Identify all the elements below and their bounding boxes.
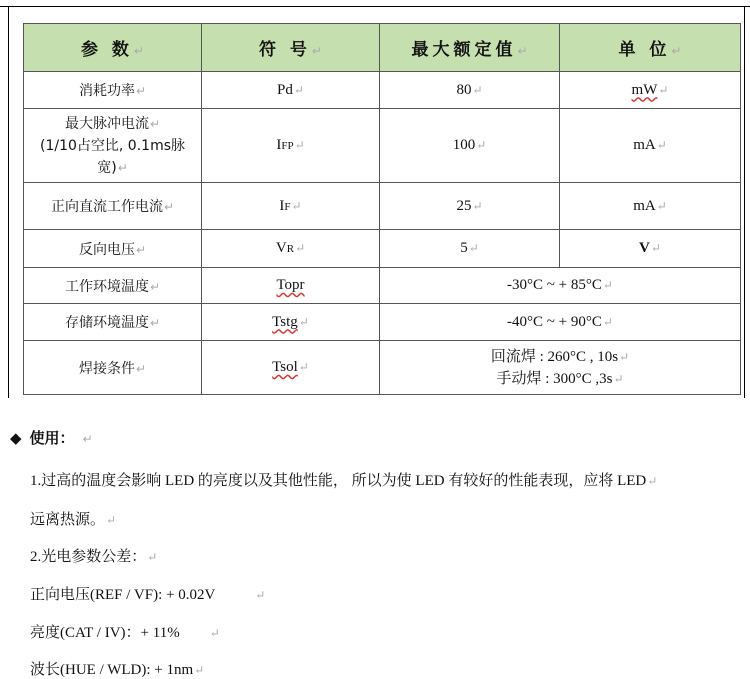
max-ratings-table: [23, 23, 741, 395]
value-cell: 5↵: [380, 230, 560, 268]
symbol-cell: Tsol↵: [202, 341, 380, 395]
usage-title: ◆ 使用： ↵: [10, 429, 93, 447]
symbol-cell: Tstg↵: [202, 304, 380, 341]
param-cell: 最大脉冲电流↵ (1/10占空比, 0.1ms脉 宽)↵: [24, 109, 202, 183]
usage-line-1: 1.过高的温度会影响 LED 的亮度以及其他性能， 所以为使 LED 有较好的性能表现，应将 LED↵: [30, 473, 658, 489]
unit-cell: mA↵: [560, 183, 741, 230]
frame-left-border: [8, 6, 9, 398]
param-cell: 消耗功率↵: [24, 72, 202, 109]
unit-cell: mA↵: [560, 109, 741, 183]
usage-line-3: 2.光电参数公差：↵: [30, 549, 158, 565]
table-header-row: [24, 24, 741, 72]
unit-cell: mW↵: [560, 72, 741, 109]
table-row: [24, 268, 741, 304]
usage-line-2: 远离热源。↵: [30, 512, 117, 528]
symbol-cell: Pd↵: [202, 72, 380, 109]
table-row: [24, 72, 741, 109]
table-row: [24, 304, 741, 341]
range-cell: -30°C ~ + 85°C↵: [380, 268, 741, 304]
table-row: [24, 183, 741, 230]
header-symbol: 符 号↵: [202, 24, 380, 72]
unit-cell: V↵: [560, 230, 741, 268]
range-cell: -40°C ~ + 90°C↵: [380, 304, 741, 341]
usage-line-6: 波长(HUE / WLD): + 1nm↵: [30, 662, 205, 678]
value-cell: 100↵: [380, 109, 560, 183]
symbol-cell: IF↵: [202, 183, 380, 230]
value-cell: 25↵: [380, 183, 560, 230]
table-row: [24, 230, 741, 268]
symbol-cell: VR↵: [202, 230, 380, 268]
param-cell: 工作环境温度↵: [24, 268, 202, 304]
header-max-rating: 最大额定值↵: [380, 24, 560, 72]
param-cell: 反向电压↵: [24, 230, 202, 268]
param-cell: 正向直流工作电流↵: [24, 183, 202, 230]
param-cell: 存储环境温度↵: [24, 304, 202, 341]
param-cell: 焊接条件↵: [24, 341, 202, 395]
frame-right-border: [744, 6, 745, 398]
table-row: [24, 109, 741, 183]
range-cell: 回流焊 : 260°C , 10s↵ 手动焊 : 300°C ,3s↵: [380, 341, 741, 395]
header-unit: 单 位↵: [560, 24, 741, 72]
usage-line-4: 正向电压(REF / VF): + 0.02V ↵: [30, 587, 266, 603]
diamond-bullet-icon: ◆: [10, 429, 22, 447]
value-cell: 80↵: [380, 72, 560, 109]
symbol-cell: IFP↵: [202, 109, 380, 183]
frame-top-border: [0, 6, 750, 7]
symbol-cell: Topr: [202, 268, 380, 304]
header-parameter: 参 数↵: [24, 24, 202, 72]
usage-line-5: 亮度(CAT / IV)：+ 11% ↵: [30, 625, 220, 641]
table-row: [24, 341, 741, 395]
